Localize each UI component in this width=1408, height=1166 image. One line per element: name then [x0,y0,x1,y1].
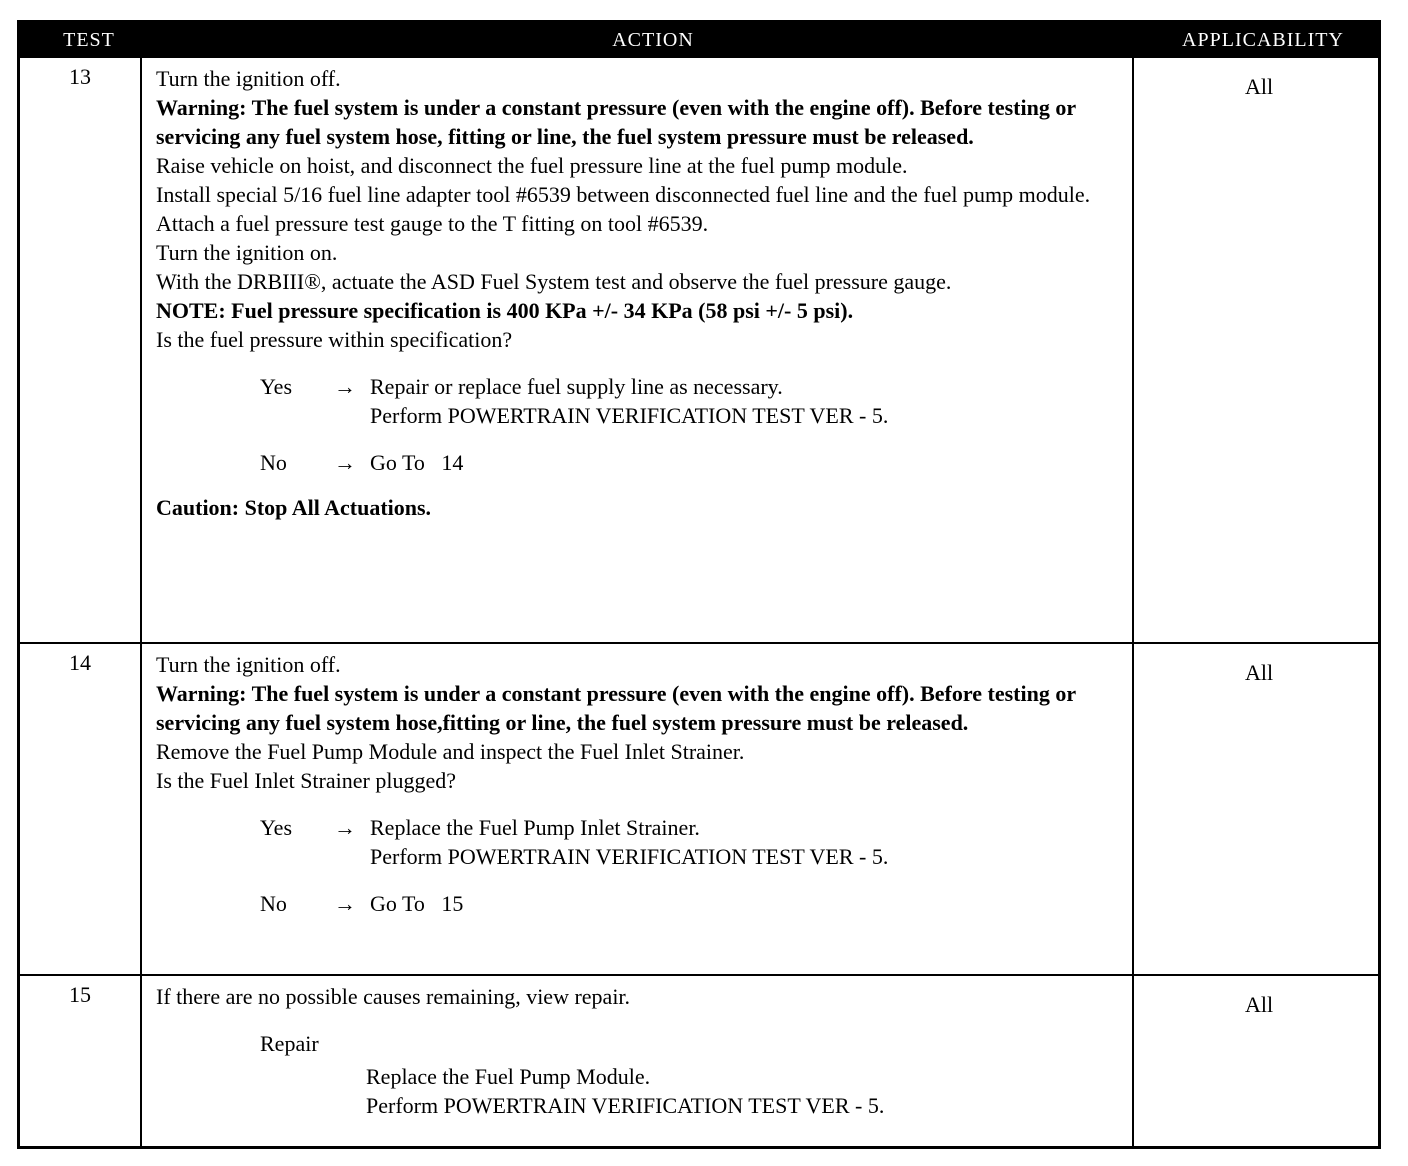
arrow-icon: → [334,815,356,840]
yes-action: Perform POWERTRAIN VERIFICATION TEST VER - 5. [370,844,889,869]
test-number: 14 [69,650,91,675]
header-test: TEST [63,29,115,51]
repair-actions [366,1062,1128,1120]
warning-text: Warning: The fuel system is under a constant pressure (even with the engine off). Before testing or servicing any fuel system hose,fitting or line, the fuel system pressure must be released. [156,681,1076,735]
applicability-value: All [1244,992,1274,1017]
action-line: If there are no possible causes remaining, view repair. [156,984,631,1009]
action-cell [156,64,1128,522]
no-label: No [260,450,287,475]
question-text: Is the fuel pressure within specification? [156,327,513,352]
action-line: With the DRBIII®, actuate the ASD Fuel System test and observe the fuel pressure gauge. [156,269,952,294]
action-line: Attach a fuel pressure test gauge to the T fitting on tool #6539. [156,211,709,236]
action-line: Turn the ignition on. [156,240,338,265]
repair-label: Repair [260,1031,319,1056]
action-line: Turn the ignition off. [156,66,341,91]
yes-branch [260,372,1128,430]
note-text: NOTE: Fuel pressure specification is 400 KPa +/- 34 KPa (58 psi +/- 5 psi). [156,298,854,323]
yes-action: Perform POWERTRAIN VERIFICATION TEST VER - 5. [370,403,889,428]
header-applicability: APPLICABILITY [1182,29,1344,51]
yes-action: Repair or replace fuel supply line as necessary. [370,374,783,399]
yes-label: Yes [260,374,293,399]
yes-action: Replace the Fuel Pump Inlet Strainer. [370,815,700,840]
arrow-icon: → [334,450,356,475]
no-branch [260,889,1128,918]
warning-text: Warning: The fuel system is under a constant pressure (even with the engine off). Before testing or servicing any fuel system hose, fitting or line, the fuel system pressure must be released. [156,95,1076,149]
column-divider [1132,58,1134,1146]
action-line: Turn the ignition off. [156,652,341,677]
action-cell [156,982,1128,1120]
yes-label: Yes [260,815,293,840]
caution-text: Caution: Stop All Actuations. [156,495,432,520]
no-action: Go To 15 [370,891,464,916]
diagnostic-table [17,20,1381,1149]
header-action: ACTION [612,29,694,51]
no-branch [260,448,1128,477]
yes-branch [260,813,1128,871]
repair-action: Replace the Fuel Pump Module. [366,1064,651,1089]
table-row-15 [20,974,1378,1146]
arrow-icon: → [334,891,356,916]
repair-action: Perform POWERTRAIN VERIFICATION TEST VER - 5. [366,1093,885,1118]
applicability-value: All [1244,660,1274,685]
test-number: 13 [69,64,91,89]
arrow-icon: → [334,374,356,399]
table-row-13 [20,58,1378,642]
table-row-14 [20,642,1378,974]
question-text: Is the Fuel Inlet Strainer plugged? [156,768,456,793]
action-line: Remove the Fuel Pump Module and inspect the Fuel Inlet Strainer. [156,739,745,764]
column-divider [140,58,142,1146]
no-action: Go To 14 [370,450,464,475]
table-header [20,20,1378,58]
no-label: No [260,891,287,916]
applicability-value: All [1244,74,1274,99]
action-cell [156,650,1128,918]
action-line: Install special 5/16 fuel line adapter tool #6539 between disconnected fuel line and the fuel pump module. [156,182,1091,207]
test-number: 15 [69,982,91,1007]
action-line: Raise vehicle on hoist, and disconnect the fuel pressure line at the fuel pump module. [156,153,908,178]
